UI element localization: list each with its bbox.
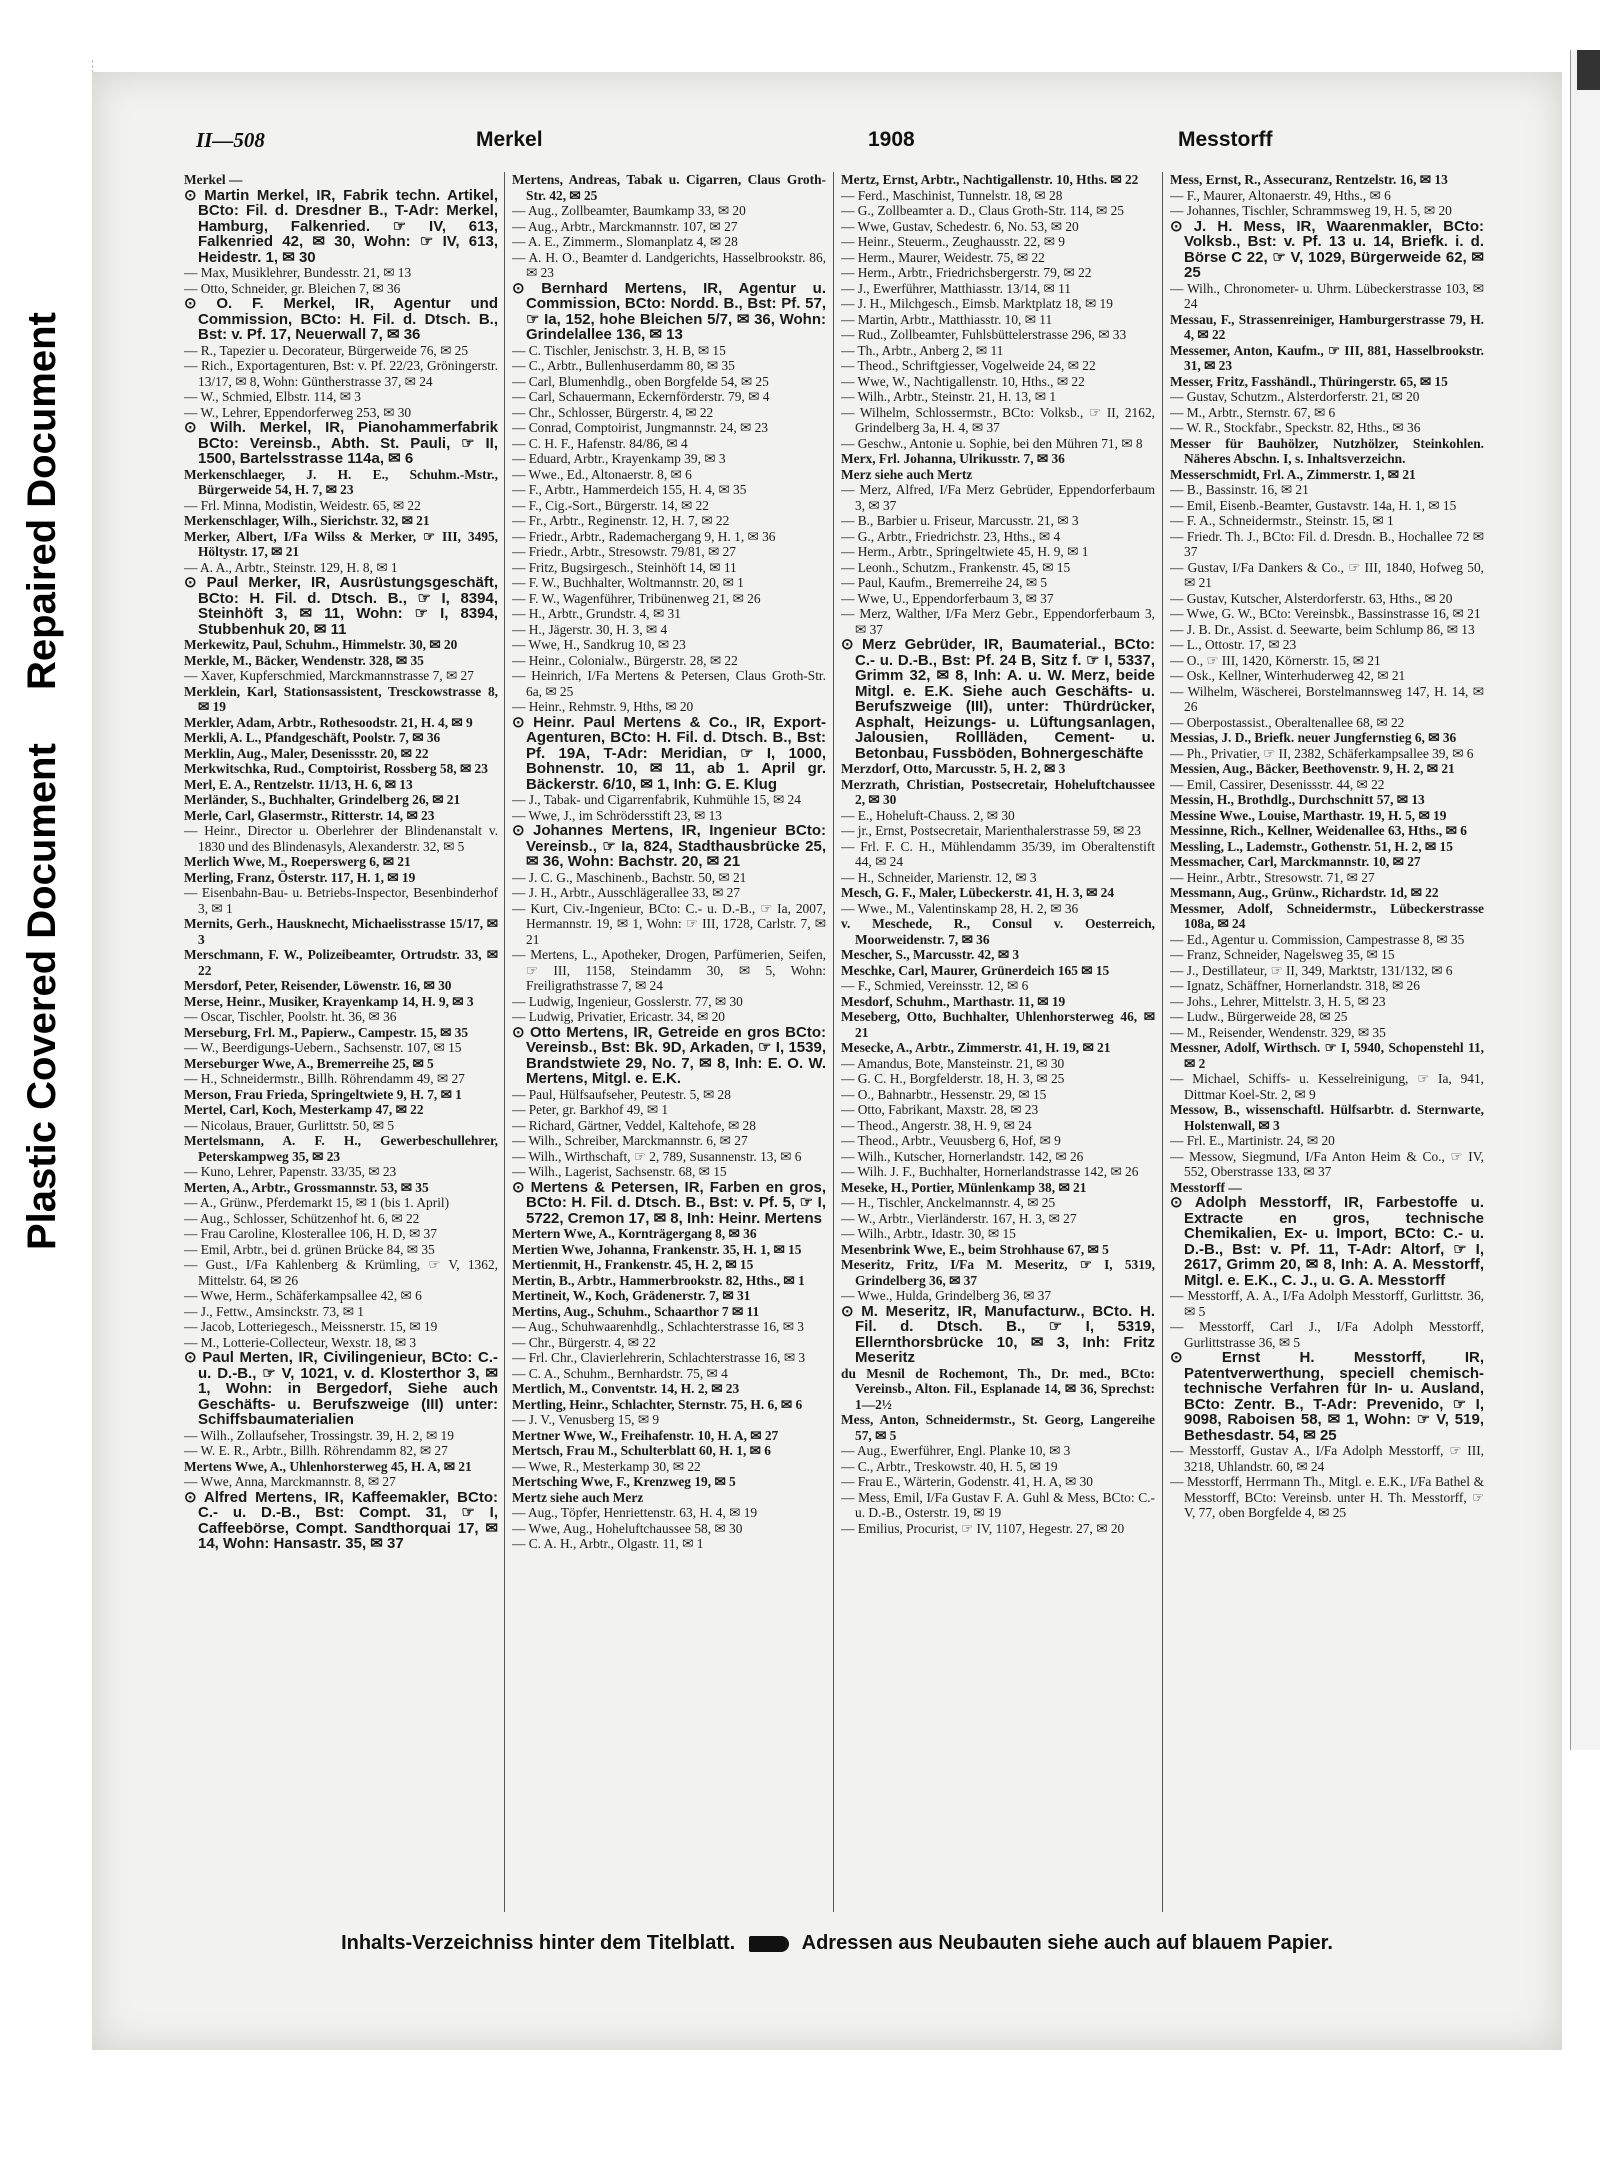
directory-entry: — Oscar, Tischler, Poolstr. ht. 36, ✉ 36 — [184, 1009, 397, 1024]
directory-entry: — Paul, Kaufm., Bremerreihe 24, ✉ 5 — [841, 575, 1048, 590]
directory-entry: — L., Ottostr. 17, ✉ 23 — [1170, 637, 1297, 652]
directory-entry: — W. E. R., Arbtr., Billh. Röhrendamm 82, ✉ 27 — [184, 1443, 448, 1458]
directory-entry: Merzdorf, Otto, Marcusstr. 5, H. 2, ✉ 3 — [841, 761, 1066, 776]
header-last-name: Messtorff — [1178, 128, 1273, 151]
directory-entry: — Theod., Angerstr. 38, H. 9, ✉ 24 — [841, 1117, 1032, 1133]
directory-entry: Messinne, Rich., Kellner, Weidenallee 63, Hths., ✉ 6 — [1170, 823, 1467, 838]
directory-entry: — Friedr., Arbtr., Rademachergang 9, H. 1, ✉ 36 — [512, 528, 776, 544]
directory-entry: Merkenschlaeger, J. H. E., Schuhm.-Mstr., Bürgerweide 54, H. 7, ✉ 23 — [184, 466, 498, 497]
directory-entry: Messow, B., wissenschaftl. Hülfsarbtr. d. Sternwarte, Holstenwall, ✉ 3 — [1170, 1102, 1484, 1133]
footer-index-note: Inhalts-Verzeichniss hinter dem Titelblatt. — [341, 1932, 736, 1954]
directory-entry: — Aug., Ewerführer, Engl. Planke 10, ✉ 3 — [841, 1443, 1071, 1458]
directory-entry: — J., Destillateur, ☞ II, 349, Marktstr, 131/132, ✉ 6 — [1170, 962, 1453, 978]
directory-entry: — Ferd., Maschinist, Tunnelstr. 18, ✉ 28 — [841, 187, 1063, 203]
directory-entry: Messling, L., Lademstr., Gothenstr. 51, H. 2, ✉ 15 — [1170, 838, 1453, 854]
directory-entry: — Wilh., Arbtr., Steinstr. 21, H. 13, ✉ 1 — [841, 389, 1057, 404]
directory-entry: — C., Arbtr., Treskowstr. 40, H. 5, ✉ 19 — [841, 1458, 1058, 1474]
directory-entry: — B., Barbier u. Friseur, Marcusstr. 21, ✉ 3 — [841, 513, 1079, 528]
directory-entry: Mertins, Aug., Schuhm., Schaarthor 7 ✉ 11 — [512, 1303, 760, 1319]
directory-entry: — H., Tischler, Anckelmannstr. 4, ✉ 25 — [841, 1195, 1056, 1210]
directory-entry: ⊙ Merz Gebrüder, IR, Baumaterial., BCto: C.- u. D.-B., Bst: Pf. 24 B, Sitz f. ☞ I, 5337, Grimm 32, ✉ 8, Inh: A. u. W. Merz, beide Mitgl. e. E.K. Siehe auch Geschäfts- u. Berufszweige (III), unter: Thürdrücker, Asphalt, Heizungs- u. Lüftungsanlagen, Jalousien, Rollläden, Cement- u. Betonbau, Fussböden, Bohnergeschäfte — [841, 636, 1155, 762]
directory-entry: ⊙ Paul Merten, IR, Civilingenieur, BCto: C.- u. D.-B., ☞ V, 1021, v. d. Klosterthor 3, ✉ 1, Wohn: in Bergedorf, Siehe auch Geschäfts- u. Berufszweige (III) unter: Schiffsbaumaterialien — [184, 1349, 498, 1428]
directory-entry: — J. H., Milchgesch., Eimsb. Marktplatz 18, ✉ 19 — [841, 296, 1113, 311]
directory-entry: — H., Jägerstr. 30, H. 3, ✉ 4 — [512, 621, 668, 637]
directory-entry: — Frl. F. C. H., Mühlendamm 35/39, im Oberaltenstift 44, ✉ 24 — [841, 838, 1155, 869]
side-label-strip — [0, 60, 93, 1250]
directory-entry: — Eisenbahn-Bau- u. Betriebs-Inspector, Besenbinderhof 3, ✉ 1 — [184, 885, 498, 916]
directory-entry: — Gust., I/Fa Kahlenberg & Krümling, ☞ V, 1362, Mittelstr. 64, ✉ 26 — [184, 1257, 498, 1288]
directory-entry: — W., Lehrer, Eppendorferweg 253, ✉ 30 — [184, 404, 412, 420]
directory-entry: — Heinr., Arbtr., Stresowstr. 71, ✉ 27 — [1170, 869, 1375, 885]
directory-entry: Merkwitschka, Rud., Comptoirist, Rossberg 58, ✉ 23 — [184, 761, 488, 776]
directory-entry: — Paul, Hülfsaufseher, Peutestr. 5, ✉ 28 — [512, 1086, 731, 1102]
directory-entry: — Xaver, Kupferschmied, Marckmannstrasse 7, ✉ 27 — [184, 668, 474, 683]
directory-entry: — J., Fettw., Amsinckstr. 73, ✉ 1 — [184, 1303, 364, 1319]
directory-entry: — F., Cig.-Sort., Bürgerstr. 14, ✉ 22 — [512, 497, 710, 513]
directory-entry: — Friedr. Th. J., BCto: Fil. d. Dresdn. B., Hochallee 72 ✉ 37 — [1170, 528, 1484, 559]
directory-entry: — Heinr., Colonialw., Bürgerstr. 28, ✉ 22 — [512, 652, 738, 668]
directory-entry: — Wilh., Kutscher, Hornerlandstr. 142, ✉ 26 — [841, 1148, 1084, 1164]
directory-entry: — Johs., Lehrer, Mittelstr. 3, H. 5, ✉ 23 — [1170, 993, 1386, 1009]
directory-entry: Mernits, Gerh., Hausknecht, Michaelisstrasse 15/17, ✉ 3 — [184, 916, 498, 947]
directory-entry: Merkle, M., Bäcker, Wendenstr. 328, ✉ 35 — [184, 652, 424, 668]
directory-entry: — jr., Ernst, Postsecretair, Marienthalerstrasse 59, ✉ 23 — [841, 823, 1142, 838]
directory-entry: — Emil, Cassirer, Desenissstr. 44, ✉ 22 — [1170, 776, 1385, 792]
directory-entry: Merl, E. A., Rentzelstr. 11/13, H. 6, ✉ 13 — [184, 776, 413, 792]
directory-entry: — A. A., Arbtr., Steinstr. 129, H. 8, ✉ 1 — [184, 559, 398, 575]
directory-entry: ⊙ J. H. Mess, IR, Waarenmakler, BCto: Volksb., Bst: v. Pf. 13 u. 14, Briefk. i. d. Börse C 22, ☞ V, 1029, Bürgerweide 62, ✉ 25 — [1170, 217, 1484, 281]
directory-entry: Mertling, Heinr., Schlachter, Sternstr. 75, H. 6, ✉ 6 — [512, 1396, 803, 1412]
directory-entry: — Fritz, Bugsirgesch., Steinhöft 14, ✉ 11 — [512, 559, 737, 575]
directory-entry: ⊙ Mertens & Petersen, IR, Farben en gros, BCto: H. Fil. d. Dtsch. B., Bst: v. Pf. 5, ☞ I, 5722, Cremon 17, ✉ 8, Inh: Heinr. Mertens — [512, 1178, 826, 1227]
directory-entry: — Wilh., Arbtr., Idastr. 30, ✉ 15 — [841, 1226, 1016, 1241]
directory-entry: Merseburger Wwe, A., Bremerreihe 25, ✉ 5 — [184, 1055, 434, 1071]
directory-entry: Messerschmidt, Frl. A., Zimmerstr. 1, ✉ 21 — [1170, 466, 1416, 482]
directory-entry: — Wwe, W., Nachtigallenstr. 10, Hths., ✉ 22 — [841, 373, 1085, 389]
directory-entry: Merkenschlager, Wilh., Sierichstr. 32, ✉ 21 — [184, 513, 430, 528]
directory-entry: — Wwe, Gustav, Schedestr. 6, No. 53, ✉ 20 — [841, 218, 1079, 234]
directory-entry: Merklin, Aug., Maler, Desenissstr. 20, ✉ 22 — [184, 745, 429, 761]
directory-entry: Mersdorf, Peter, Reisender, Löwenstr. 16, ✉ 30 — [184, 978, 452, 993]
directory-entry: Merkewitz, Paul, Schuhm., Himmelstr. 30, ✉ 20 — [184, 637, 458, 652]
directory-entry: — Wilh. J. F., Buchhalter, Hornerlandstrasse 142, ✉ 26 — [841, 1164, 1139, 1179]
directory-entry: Merschmann, F. W., Polizeibeamter, Ortrudstr. 33, ✉ 22 — [184, 947, 498, 978]
directory-entry: — Kuno, Lehrer, Papenstr. 33/35, ✉ 23 — [184, 1164, 397, 1179]
directory-entry: — Amandus, Bote, Mansteinstr. 21, ✉ 30 — [841, 1055, 1065, 1071]
directory-entry: — Oberpostassist., Oberaltenallee 68, ✉ 22 — [1170, 714, 1405, 730]
directory-entry: Mertz siehe auch Merz — [512, 1489, 644, 1505]
directory-entry: — C., Arbtr., Bullenhuserdamm 80, ✉ 35 — [512, 358, 735, 373]
directory-entry: ⊙ Alfred Mertens, IR, Kaffeemakler, BCto: C.- u. D.-B., Bst: Compt. 31, ☞ I, Caffeebörse, Compt. Sandthorquai 17, ✉ 14, Wohn: Hansastr. 35, ✉ 37 — [184, 1488, 498, 1552]
directory-entry: — J. B. Dr., Assist. d. Seewarte, beim Schlump 86, ✉ 13 — [1170, 621, 1475, 637]
directory-entry: — Wwe, U., Eppendorferbaum 3, ✉ 37 — [841, 590, 1054, 606]
directory-entry: — Frau E., Wärterin, Godenstr. 41, H. A, ✉ 30 — [841, 1474, 1093, 1489]
directory-entry: Mertin, B., Arbtr., Hammerbrookstr. 82, Hths., ✉ 1 — [512, 1272, 805, 1288]
directory-entry: — Wwe, Herm., Schäferkampsallee 42, ✉ 6 — [184, 1288, 422, 1303]
directory-entry: Merker, Albert, I/Fa Wilss & Merker, ☞ III, 3495, Höltystr. 17, ✉ 21 — [184, 528, 498, 559]
directory-entry: — C. H. F., Hafenstr. 84/86, ✉ 4 — [512, 435, 688, 451]
directory-entry: Messmer, Adolf, Schneidermstr., Lübeckerstrasse 108a, ✉ 24 — [1170, 900, 1484, 931]
directory-entry: — Frl. Minna, Modistin, Weidestr. 65, ✉ 22 — [184, 497, 421, 513]
directory-entry: — Frl. Chr., Clavierlehrerin, Schlachterstrasse 16, ✉ 3 — [512, 1350, 806, 1365]
directory-entry: — Herm., Arbtr., Friedrichsbergerstr. 79, ✉ 22 — [841, 265, 1092, 280]
directory-entry: — F., Arbtr., Hammerdeich 155, H. 4, ✉ 35 — [512, 482, 747, 497]
directory-entry: — Aug., Töpfer, Henriettenstr. 63, H. 4, ✉ 19 — [512, 1505, 758, 1520]
directory-entry: — Th., Arbtr., Anberg 2, ✉ 11 — [841, 342, 1004, 358]
directory-entry: — Leonh., Schutzm., Frankenstr. 45, ✉ 15 — [841, 559, 1071, 575]
plastic-covered-label: Plastic Covered Document — [20, 743, 64, 1250]
directory-entry: Mess, Anton, Schneidermstr., St. Georg, Langereihe 57, ✉ 5 — [841, 1412, 1155, 1443]
directory-entry: — F. W., Buchhalter, Woltmannstr. 20, ✉ 1 — [512, 575, 744, 590]
directory-entry: — Wwe, Aug., Hoheluftchaussee 58, ✉ 30 — [512, 1520, 743, 1536]
directory-column-2 — [512, 172, 826, 1912]
directory-entry: — Peter, gr. Barkhof 49, ✉ 1 — [512, 1102, 669, 1117]
directory-entry: — Wwe, H., Sandkrug 10, ✉ 23 — [512, 637, 686, 652]
directory-entry: Messer für Bauhölzer, Nutzhölzer, Steinkohlen. Näheres Abschn. I, s. Inhaltsverzeichn. — [1170, 435, 1484, 466]
directory-entry: Merse, Heinr., Musiker, Krayenkamp 14, H. 9, ✉ 3 — [184, 993, 474, 1009]
directory-entry: — Otto, Fabrikant, Maxstr. 28, ✉ 23 — [841, 1102, 1039, 1117]
directory-entry: ⊙ Wilh. Merkel, IR, Pianohammerfabrik BCto: Vereinsb., Abth. St. Pauli, ☞ II, 1500, Bartelsstrasse 114a, ✉ 6 — [184, 419, 498, 467]
directory-entry: — W., Arbtr., Vierländerstr. 167, H. 3, ✉ 27 — [841, 1210, 1077, 1226]
footer-new-buildings-note: Adressen aus Neubauten siehe auch auf blauem Papier. — [801, 1932, 1333, 1954]
directory-entry: — Ignatz, Schäffner, Hornerlandstr. 318, ✉ 26 — [1170, 978, 1420, 993]
adjacent-page-edge — [1570, 50, 1600, 1750]
directory-entry: — F. W., Wagenführer, Tribünenweg 21, ✉ 26 — [512, 590, 761, 606]
directory-entry: Messias, J. D., Briefk. neuer Jungfernstieg 6, ✉ 36 — [1170, 730, 1457, 745]
directory-entry: — Herm., Maurer, Weidestr. 75, ✉ 22 — [841, 249, 1045, 265]
directory-entry: — G. C. H., Borgfelderstr. 18, H. 3, ✉ 25 — [841, 1071, 1065, 1086]
directory-entry: — F., Maurer, Altonaerstr. 49, Hths., ✉ 6 — [1170, 187, 1391, 203]
directory-entry: Mertienmit, H., Frankenstr. 45, H. 2, ✉ 15 — [512, 1257, 754, 1272]
directory-entry: Mertelsmann, A. F. H., Gewerbeschullehrer, Peterskampweg 35, ✉ 23 — [184, 1133, 498, 1164]
directory-entry: — Theod., Arbtr., Veuusberg 6, Hof, ✉ 9 — [841, 1133, 1061, 1148]
directory-entry: — Gustav, Schutzm., Alsterdorferstr. 21, ✉ 20 — [1170, 389, 1420, 404]
repaired-document-label: Repaired Document — [20, 312, 64, 690]
directory-entry: — Fr., Arbtr., Reginenstr. 12, H. 7, ✉ 22 — [512, 513, 730, 528]
directory-entry: — G., Arbtr., Friedrichstr. 23, Hths., ✉ 4 — [841, 528, 1061, 544]
directory-entry: Merzrath, Christian, Postsecretair, Hoheluftchaussee 2, ✉ 30 — [841, 776, 1155, 807]
pointing-hand-icon — [749, 1936, 789, 1952]
directory-entry: — Messtorff, Herrmann Th., Mitgl. e. E.K., I/Fa Bathel & Messtorff, BCto: Vereinsb. unter H. Th. Messtorff, ☞ V, 77, oben Borgfelde 4, ✉ 25 — [1170, 1474, 1484, 1520]
directory-entry: Mertsching Wwe, F., Krenzweg 19, ✉ 5 — [512, 1474, 736, 1489]
directory-entry: — J. C. G., Maschinenb., Bachstr. 50, ✉ 21 — [512, 869, 747, 885]
directory-entry: Merling, Franz, Österstr. 117, H. 1, ✉ 19 — [184, 869, 416, 885]
directory-entry: — Wilhelm, Wäscherei, Borstelmannsweg 147, H. 14, ✉ 26 — [1170, 683, 1484, 714]
directory-entry: — C. A. H., Arbtr., Olgastr. 11, ✉ 1 — [512, 1536, 704, 1551]
directory-entry: — E., Hoheluft-Chauss. 2, ✉ 30 — [841, 807, 1015, 823]
directory-entry: — Chr., Bürgerstr. 4, ✉ 22 — [512, 1334, 656, 1350]
directory-entry: Mess, Ernst, R., Assecuranz, Rentzelstr. 16, ✉ 13 — [1170, 172, 1448, 187]
directory-entry: — C. A., Schuhm., Bernhardstr. 75, ✉ 4 — [512, 1365, 728, 1381]
directory-entry: — Herm., Arbtr., Springeltwiete 45, H. 9, ✉ 1 — [841, 544, 1089, 559]
directory-entry: ⊙ Ernst H. Messtorff, IR, Patentverwerthung, speciell chemisch-technische Verfahren für In- u. Ausland, BCto: Zentr. B., T-Adr: Prevenido, ☞ I, 9098, Raboisen 58, ✉ 1, Wohn: ☞ V, 519, Bethesdastr. 54, ✉ 25 — [1170, 1349, 1484, 1444]
directory-entry: — Messtorff, A. A., I/Fa Adolph Messtorff, Gurlittstr. 36, ✉ 5 — [1170, 1288, 1484, 1319]
directory-entry: Merkler, Adam, Arbtr., Rothesoodstr. 21, H. 4, ✉ 9 — [184, 714, 473, 730]
directory-entry: ⊙ Bernhard Mertens, IR, Agentur u. Commission, BCto: Nordd. B., Bst: Pf. 57, ☞ Ia, 152, hohe Bleichen 5/7, ✉ 36, Wohn: Grindelallee 136, ✉ 13 — [512, 279, 826, 343]
directory-entry: — G., Zollbeamter a. D., Claus Groth-Str. 114, ✉ 25 — [841, 203, 1124, 218]
directory-entry: ⊙ O. F. Merkel, IR, Agentur und Commission, BCto: H. Fil. d. Dtsch. B., Bst: v. Pf. 17, Neuerwall 7, ✉ 36 — [184, 295, 498, 343]
directory-entry: Merle, Carl, Glasermstr., Ritterstr. 14, ✉ 23 — [184, 807, 435, 823]
directory-entry: — Messtorff, Carl J., I/Fa Adolph Messtorff, Gurlittstrasse 36, ✉ 5 — [1170, 1319, 1484, 1350]
directory-entry: Merseburg, Frl. M., Papierw., Campestr. 15, ✉ 35 — [184, 1024, 469, 1040]
directory-entry: — W., Schmied, Elbstr. 114, ✉ 3 — [184, 389, 361, 404]
directory-entry: ⊙ M. Meseritz, IR, Manufacturw., BCto. H. Fil. d. Dtsch. B., ☞ I, 5319, Ellernthorsbrücke 10, ✉ 3, Inh: Fritz Meseritz — [841, 1302, 1155, 1366]
directory-entry: Mescher, S., Marcusstr. 42, ✉ 3 — [841, 947, 1020, 962]
directory-entry: — Mess, Emil, I/Fa Gustav F. A. Guhl & Mess, BCto: C.- u. D.-B., Osterstr. 19, ✉ 19 — [841, 1489, 1155, 1520]
directory-entry: Merländer, S., Buchhalter, Grindelberg 26, ✉ 21 — [184, 792, 461, 807]
directory-entry: Merlich Wwe, M., Roeperswerg 6, ✉ 21 — [184, 854, 411, 869]
directory-entry: — Ludwig, Ingenieur, Gosslerstr. 77, ✉ 30 — [512, 993, 743, 1009]
directory-entry: Messtorff — — [1170, 1179, 1242, 1195]
directory-entry: Meseke, H., Portier, Münlenkamp 38, ✉ 21 — [841, 1179, 1087, 1195]
directory-entry: — Martin, Arbtr., Matthiasstr. 10, ✉ 11 — [841, 311, 1053, 327]
directory-entry: ⊙ Paul Merker, IR, Ausrüstungsgeschäft, BCto: H. Fil. d. Dtsch. B., ☞ I, 8394, Steinhöft 3, ✉ 11, Wohn: ☞ I, 8394, Stubbenhuk 20, ✉ 11 — [184, 574, 498, 638]
directory-entry: Messin, H., Brothdlg., Durchschnitt 57, ✉ 13 — [1170, 792, 1425, 807]
directory-entry: — W., Beerdigungs-Uebern., Sachsenstr. 107, ✉ 15 — [184, 1040, 462, 1055]
directory-entry: — Aug., Schlosser, Schützenhof ht. 6, ✉ 22 — [184, 1210, 420, 1226]
directory-entry: — Ludwig, Privatier, Ericastr. 34, ✉ 20 — [512, 1009, 725, 1024]
directory-entry: — J., Tabak- und Cigarrenfabrik, Kuhmühle 15, ✉ 24 — [512, 792, 801, 807]
directory-entry: — A. E., Zimmerm., Slomanplatz 4, ✉ 28 — [512, 234, 738, 249]
directory-entry: — Frau Caroline, Klosterallee 106, H. D, ✉ 37 — [184, 1226, 437, 1241]
directory-entry: — Wwe, Anna, Marckmannstr. 8, ✉ 27 — [184, 1474, 396, 1489]
directory-entry: — Wilhelm, Schlossermstr., BCto: Volksb., ☞ II, 2162, Grindelberg 3a, H. 4, ✉ 37 — [841, 404, 1155, 435]
directory-entry: — Eduard, Arbtr., Krayenkamp 39, ✉ 3 — [512, 451, 726, 466]
directory-entry: — Merz, Walther, I/Fa Merz Gebr., Eppendorferbaum 3, ✉ 37 — [841, 606, 1155, 637]
directory-entry: — H., Arbtr., Grundstr. 4, ✉ 31 — [512, 606, 681, 621]
directory-entry: — Mertens, L., Apotheker, Drogen, Parfümerien, Seifen, ☞ III, 1158, Steindamm 30, ✉ 5, Wohn: Freiligrathstrasse 7, ✉ 24 — [512, 947, 826, 993]
directory-entry: — Emil, Arbtr., bei d. grünen Brücke 84, ✉ 35 — [184, 1241, 435, 1257]
directory-entry: — Wilh., Zollaufseher, Trossingstr. 39, H. 2, ✉ 19 — [184, 1427, 454, 1443]
directory-entry: Messemer, Anton, Kaufm., ☞ III, 881, Hasselbrookstr. 31, ✉ 23 — [1170, 342, 1484, 373]
scanned-page — [92, 72, 1562, 2050]
directory-entry: Mertens Wwe, A., Uhlenhorsterweg 45, H. A, ✉ 21 — [184, 1458, 472, 1474]
directory-entry: — F., Schmied, Vereinsstr. 12, ✉ 6 — [841, 978, 1029, 993]
directory-entry: Messmann, Aug., Grünw., Richardstr. 1d, ✉ 22 — [1170, 885, 1439, 900]
directory-entry: — Ed., Agentur u. Commission, Campestrasse 8, ✉ 35 — [1170, 931, 1465, 947]
directory-entry: Mesenbrink Wwe, E., beim Strohhause 67, ✉ 5 — [841, 1241, 1109, 1257]
directory-entry: — Emilius, Procurist, ☞ IV, 1107, Hegestr. 27, ✉ 20 — [841, 1520, 1125, 1536]
top-margin — [0, 0, 1600, 50]
directory-entry: Mertens, Andreas, Tabak u. Cigarren, Claus Groth-Str. 42, ✉ 25 — [512, 172, 826, 203]
directory-entry: — Osk., Kellner, Winterhuderweg 42, ✉ 21 — [1170, 668, 1406, 683]
directory-entry: — Wwe, R., Mesterkamp 30, ✉ 22 — [512, 1458, 701, 1474]
directory-entry: — Wilh., Wirthschaft, ☞ 2, 789, Susannenstr. 13, ✉ 6 — [512, 1148, 802, 1164]
directory-entry: Merx, Frl. Johanna, Ulrikusstr. 7, ✉ 36 — [841, 451, 1065, 466]
directory-entry: ⊙ Heinr. Paul Mertens & Co., IR, Export-Agenturen, BCto: H. Fil. d. Dtsch. B., Bst: Pf. 19A, T-Adr: Meridian, ☞ I, 1000, Bohnenstr. 10, ✉ 11, ab 1. April gr. Bäckerstr. 6/10, ✉ 1, Inh: G. E. Klug — [512, 713, 826, 793]
directory-entry: — J. H., Arbtr., Ausschlägerallee 33, ✉ 27 — [512, 885, 741, 900]
directory-entry: — Heinr., Steuerm., Zeughausstr. 22, ✉ 9 — [841, 234, 1065, 249]
directory-columns — [184, 172, 1490, 1912]
directory-entry: — Wwe., Ed., Altonaerstr. 8, ✉ 6 — [512, 466, 692, 482]
directory-entry: Mertern Wwe, A., Kornträgergang 8, ✉ 36 — [512, 1226, 757, 1241]
directory-entry: — Max, Musiklehrer, Bundesstr. 21, ✉ 13 — [184, 265, 412, 280]
directory-entry: — C. Tischler, Jenischstr. 3, H. B, ✉ 15 — [512, 342, 726, 358]
directory-entry: Merz siehe auch Mertz — [841, 466, 973, 482]
directory-entry: — Rud., Zollbeamter, Fuhlsbüttelerstrasse 296, ✉ 33 — [841, 327, 1127, 342]
directory-entry: Messer, Fritz, Fasshändl., Thüringerstr. 65, ✉ 15 — [1170, 373, 1448, 389]
directory-entry: — H., Schneidermstr., Billh. Röhrendamm 49, ✉ 27 — [184, 1071, 465, 1086]
directory-entry: — Jacob, Lotteriegesch., Meissnerstr. 15, ✉ 19 — [184, 1319, 438, 1334]
directory-entry: — Conrad, Comptoirist, Jungmannstr. 24, ✉ 23 — [512, 420, 768, 435]
directory-entry: Mertlich, M., Conventstr. 14, H. 2, ✉ 23 — [512, 1381, 740, 1396]
directory-entry: — Wwe, G. W., BCto: Vereinsbk., Bassinstrasse 16, ✉ 21 — [1170, 606, 1481, 621]
directory-entry: — Aug., Arbtr., Marckmannstr. 107, ✉ 27 — [512, 218, 738, 234]
directory-entry: — Carl, Schauermann, Eckernförderstr. 79, ✉ 4 — [512, 389, 770, 404]
directory-entry: — Wilh., Chronometer- u. Uhrm. Lübeckerstrasse 103, ✉ 24 — [1170, 280, 1484, 311]
directory-entry: Mertineit, W., Koch, Grädenerstr. 7, ✉ 31 — [512, 1288, 751, 1303]
edge-dark-block — [1577, 50, 1600, 90]
directory-entry: — R., Tapezier u. Decorateur, Bürgerweide 76, ✉ 25 — [184, 342, 469, 358]
header-year: 1908 — [868, 128, 915, 151]
directory-column-4 — [1170, 172, 1484, 1912]
directory-entry: — Gustav, Kutscher, Alsterdorferstr. 63, Hths., ✉ 20 — [1170, 590, 1453, 606]
directory-entry: — Johannes, Tischler, Schrammsweg 19, H. 5, ✉ 20 — [1170, 203, 1452, 218]
directory-entry: — Wwe., Hulda, Grindelberg 36, ✉ 37 — [841, 1288, 1052, 1303]
directory-entry: — Chr., Schlosser, Bürgerstr. 4, ✉ 22 — [512, 404, 714, 420]
directory-entry: v. Meschede, R., Consul v. Oesterreich, Moorweidenstr. 7, ✉ 36 — [841, 916, 1155, 947]
directory-entry: Meseberg, Otto, Buchhalter, Uhlenhorsterweg 46, ✉ 21 — [841, 1009, 1155, 1040]
directory-entry: — Wwe, J., im Schrödersstift 23, ✉ 13 — [512, 807, 722, 823]
directory-entry: Messau, F., Strassenreiniger, Hamburgerstrasse 79, H. 4, ✉ 22 — [1170, 311, 1484, 342]
directory-entry: — Geschw., Antonie u. Sophie, bei den Mühren 71, ✉ 8 — [841, 435, 1143, 451]
directory-entry: — Messow, Siegmund, I/Fa Anton Heim & Co., ☞ IV, 552, Oberstrasse 133, ✉ 37 — [1170, 1148, 1484, 1179]
directory-entry: Mertsch, Frau M., Schulterblatt 60, H. 1, ✉ 6 — [512, 1443, 771, 1458]
directory-entry: — Gustav, I/Fa Dankers & Co., ☞ III, 1840, Hofweg 50, ✉ 21 — [1170, 559, 1484, 590]
directory-entry: Merkli, A. L., Pfandgeschäft, Poolstr. 7, ✉ 36 — [184, 730, 441, 745]
directory-entry: Mertel, Carl, Koch, Mesterkamp 47, ✉ 22 — [184, 1102, 424, 1117]
directory-entry: — Ph., Privatier, ☞ II, 2382, Schäferkampsallee 39, ✉ 6 — [1170, 745, 1474, 761]
directory-entry: ⊙ Adolph Messtorff, IR, Farbestoffe u. Extracte en gros, technische Chemikalien, Ex- u. Import, BCto: C.- u. D.-B., Bst: v. Pf. 11, T-Adr: Altorf, ☞ I, 2617, Grimm 20, ✉ 8, Inh: A. A. Messtorff, Mitgl. e. E.K., C. J., u. G. A. Messtorff — [1170, 1194, 1484, 1289]
page-footer — [184, 1932, 1490, 1972]
directory-entry: — Rich., Exportagenturen, Bst: v. Pf. 22/23, Gröningerstr. 13/17, ✉ 8, Wohn: Güntherstrasse 37, ✉ 24 — [184, 358, 498, 389]
directory-entry: Mesch, G. F., Maler, Lübeckerstr. 41, H. 3, ✉ 24 — [841, 885, 1115, 900]
directory-entry: Mesdorf, Schuhm., Marthastr. 11, ✉ 19 — [841, 993, 1066, 1009]
directory-entry: — J. V., Venusberg 15, ✉ 9 — [512, 1412, 660, 1427]
directory-entry: Mertz, Ernst, Arbtr., Nachtigallenstr. 10, Hths. ✉ 22 — [841, 172, 1139, 187]
directory-entry: — Ludw., Bürgerweide 28, ✉ 25 — [1170, 1009, 1348, 1024]
directory-entry: — A. H. O., Beamter d. Landgerichts, Hasselbrookstr. 86, ✉ 23 — [512, 249, 826, 280]
directory-entry: Messner, Adolf, Wirthsch. ☞ I, 5940, Schopenstehl 11, ✉ 2 — [1170, 1040, 1484, 1071]
directory-entry: Mertien Wwe, Johanna, Frankenstr. 35, H. 1, ✉ 15 — [512, 1241, 802, 1257]
directory-entry: — Richard, Gärtner, Veddel, Kaltehofe, ✉ 28 — [512, 1117, 756, 1133]
directory-column-3 — [841, 172, 1155, 1912]
directory-entry: Merklein, Karl, Stationsassistent, Tresckowstrasse 8, ✉ 19 — [184, 683, 498, 714]
directory-entry: Merson, Frau Frieda, Springeltwiete 9, H. 7, ✉ 1 — [184, 1086, 462, 1102]
directory-entry: ⊙ Otto Mertens, IR, Getreide en gros BCto: Vereinsb., Bst: Bk. 9D, Arkaden, ☞ I, 1539, Brandstwiete 29, No. 7, ✉ 8, Inh: E. O. W. Mertens, Mitgl. e. E.K. — [512, 1023, 826, 1087]
directory-entry: — M., Arbtr., Sternstr. 67, ✉ 6 — [1170, 404, 1336, 420]
directory-entry: — A., Grünw., Pferdemarkt 15, ✉ 1 (bis 1. April) — [184, 1195, 450, 1210]
directory-entry: — M., Lotterie-Collecteur, Wexstr. 18, ✉ 3 — [184, 1334, 417, 1350]
directory-entry: — Heinr., Rehmstr. 9, Hths, ✉ 20 — [512, 699, 694, 714]
directory-entry: — B., Bassinstr. 16, ✉ 21 — [1170, 482, 1309, 497]
directory-column-1 — [184, 172, 498, 1912]
directory-entry: — Nicolaus, Brauer, Gurlittstr. 50, ✉ 5 — [184, 1117, 395, 1133]
directory-entry: — W. R., Stockfabr., Speckstr. 82, Hths., ✉ 36 — [1170, 420, 1421, 435]
directory-entry: — Heinr., Director u. Oberlehrer der Blindenanstalt v. 1830 und des Blindenasyls, Alexanderstr. 32, ✉ 5 — [184, 823, 498, 854]
directory-entry: Merkel — — [184, 172, 243, 187]
directory-entry: Messine Wwe., Louise, Marthastr. 19, H. 5, ✉ 19 — [1170, 807, 1447, 823]
directory-entry: ⊙ Johannes Mertens, IR, Ingenieur BCto: Vereinsb., ☞ Ia, 824, Stadthausbrücke 25, ✉ 36, Wohn: Bachstr. 20, ✉ 21 — [512, 822, 826, 870]
directory-entry: — Wilh., Schreiber, Marckmannstr. 6, ✉ 27 — [512, 1133, 748, 1148]
directory-entry: — Wilh., Lagerist, Sachsenstr. 68, ✉ 15 — [512, 1164, 727, 1179]
header-first-name: Merkel — [476, 128, 543, 151]
directory-entry: — M., Reisender, Wendenstr. 329, ✉ 35 — [1170, 1024, 1386, 1040]
directory-entry: Meschke, Carl, Maurer, Grünerdeich 165 ✉ 15 — [841, 962, 1110, 978]
directory-entry: — Michael, Schiffs- u. Kesselreinigung, ☞ Ia, 941, Dittmar Koel-Str. 2, ✉ 9 — [1170, 1071, 1484, 1102]
directory-entry: du Mesnil de Rochemont, Th., Dr. med., BCto: Vereinsb., Alton. Fil., Esplanade 14, ✉ 36, Sprechst: 1—2½ — [841, 1365, 1155, 1412]
directory-entry: — J., Ewerführer, Matthiasstr. 13/14, ✉ 11 — [841, 280, 1071, 296]
directory-entry: Mesecke, A., Arbtr., Zimmerstr. 41, H. 19, ✉ 21 — [841, 1040, 1111, 1055]
directory-entry: — Otto, Schneider, gr. Bleichen 7, ✉ 36 — [184, 280, 401, 296]
directory-entry: — Franz, Schneider, Nagelsweg 35, ✉ 15 — [1170, 947, 1395, 962]
directory-entry: — Aug., Zollbeamter, Baumkamp 33, ✉ 20 — [512, 203, 746, 218]
directory-entry: Messmacher, Carl, Marckmannstr. 10, ✉ 27 — [1170, 854, 1421, 869]
directory-entry: — H., Schneider, Marienstr. 12, ✉ 3 — [841, 869, 1037, 885]
directory-entry: ⊙ Martin Merkel, IR, Fabrik techn. Artikel, BCto: Fil. d. Dresdner B., T-Adr: Merkel, Hamburg, Falkenried. ☞ IV, 613, Falkenried 42, ✉ 30, Wohn: ☞ IV, 613, Heidestr. 1, ✉ 30 — [184, 186, 498, 266]
page-number: II—508 — [196, 128, 265, 152]
directory-entry: — Messtorff, Gustav A., I/Fa Adolph Messtorff, ☞ III, 3218, Uhlandstr. 60, ✉ 24 — [1170, 1443, 1484, 1474]
directory-entry: — Theod., Schriftgiesser, Vogelweide 24, ✉ 22 — [841, 358, 1096, 373]
directory-entry: — F. A., Schneidermstr., Steinstr. 15, ✉ 1 — [1170, 513, 1394, 528]
directory-entry: Meseritz, Fritz, I/Fa M. Meseritz, ☞ I, 5319, Grindelberg 36, ✉ 37 — [841, 1257, 1155, 1288]
directory-entry: — Wwe., M., Valentinskamp 28, H. 2, ✉ 36 — [841, 900, 1079, 916]
directory-entry: Mertner Wwe, W., Freihafenstr. 10, H. A, ✉ 27 — [512, 1427, 779, 1443]
page-content — [184, 120, 1490, 2040]
directory-entry: — O., Bahnarbtr., Hessenstr. 29, ✉ 15 — [841, 1086, 1047, 1102]
directory-entry: Messien, Aug., Bäcker, Beethovenstr. 9, H. 2, ✉ 21 — [1170, 761, 1455, 776]
directory-entry: — Merz, Alfred, I/Fa Merz Gebrüder, Eppendorferbaum 3, ✉ 37 — [841, 482, 1155, 513]
page-header — [184, 120, 1490, 160]
directory-entry: — Friedr., Arbtr., Stresowstr. 79/81, ✉ 27 — [512, 544, 736, 559]
directory-entry: — Emil, Eisenb.-Beamter, Gustavstr. 14a, H. 1, ✉ 15 — [1170, 497, 1457, 513]
directory-entry: — Heinrich, I/Fa Mertens & Petersen, Claus Groth-Str. 6a, ✉ 25 — [512, 668, 826, 699]
directory-entry: — Carl, Blumenhdlg., oben Borgfelde 54, ✉ 25 — [512, 373, 769, 389]
directory-entry: — O., ☞ III, 1420, Körnerstr. 15, ✉ 21 — [1170, 652, 1381, 668]
directory-entry: Merten, A., Arbtr., Grossmannstr. 53, ✉ 35 — [184, 1179, 429, 1195]
directory-entry: — Frl. E., Martinistr. 24, ✉ 20 — [1170, 1133, 1335, 1148]
directory-entry: — Aug., Schuhwaarenhdlg., Schlachterstrasse 16, ✉ 3 — [512, 1319, 804, 1334]
directory-entry: — Kurt, Civ.-Ingenieur, BCto: C.- u. D.-B., ☞ Ia, 2007, Hermannstr. 19, ✉ 1, Wohn: ☞ III, 1728, Carlstr. 7, ✉ 21 — [512, 900, 826, 947]
